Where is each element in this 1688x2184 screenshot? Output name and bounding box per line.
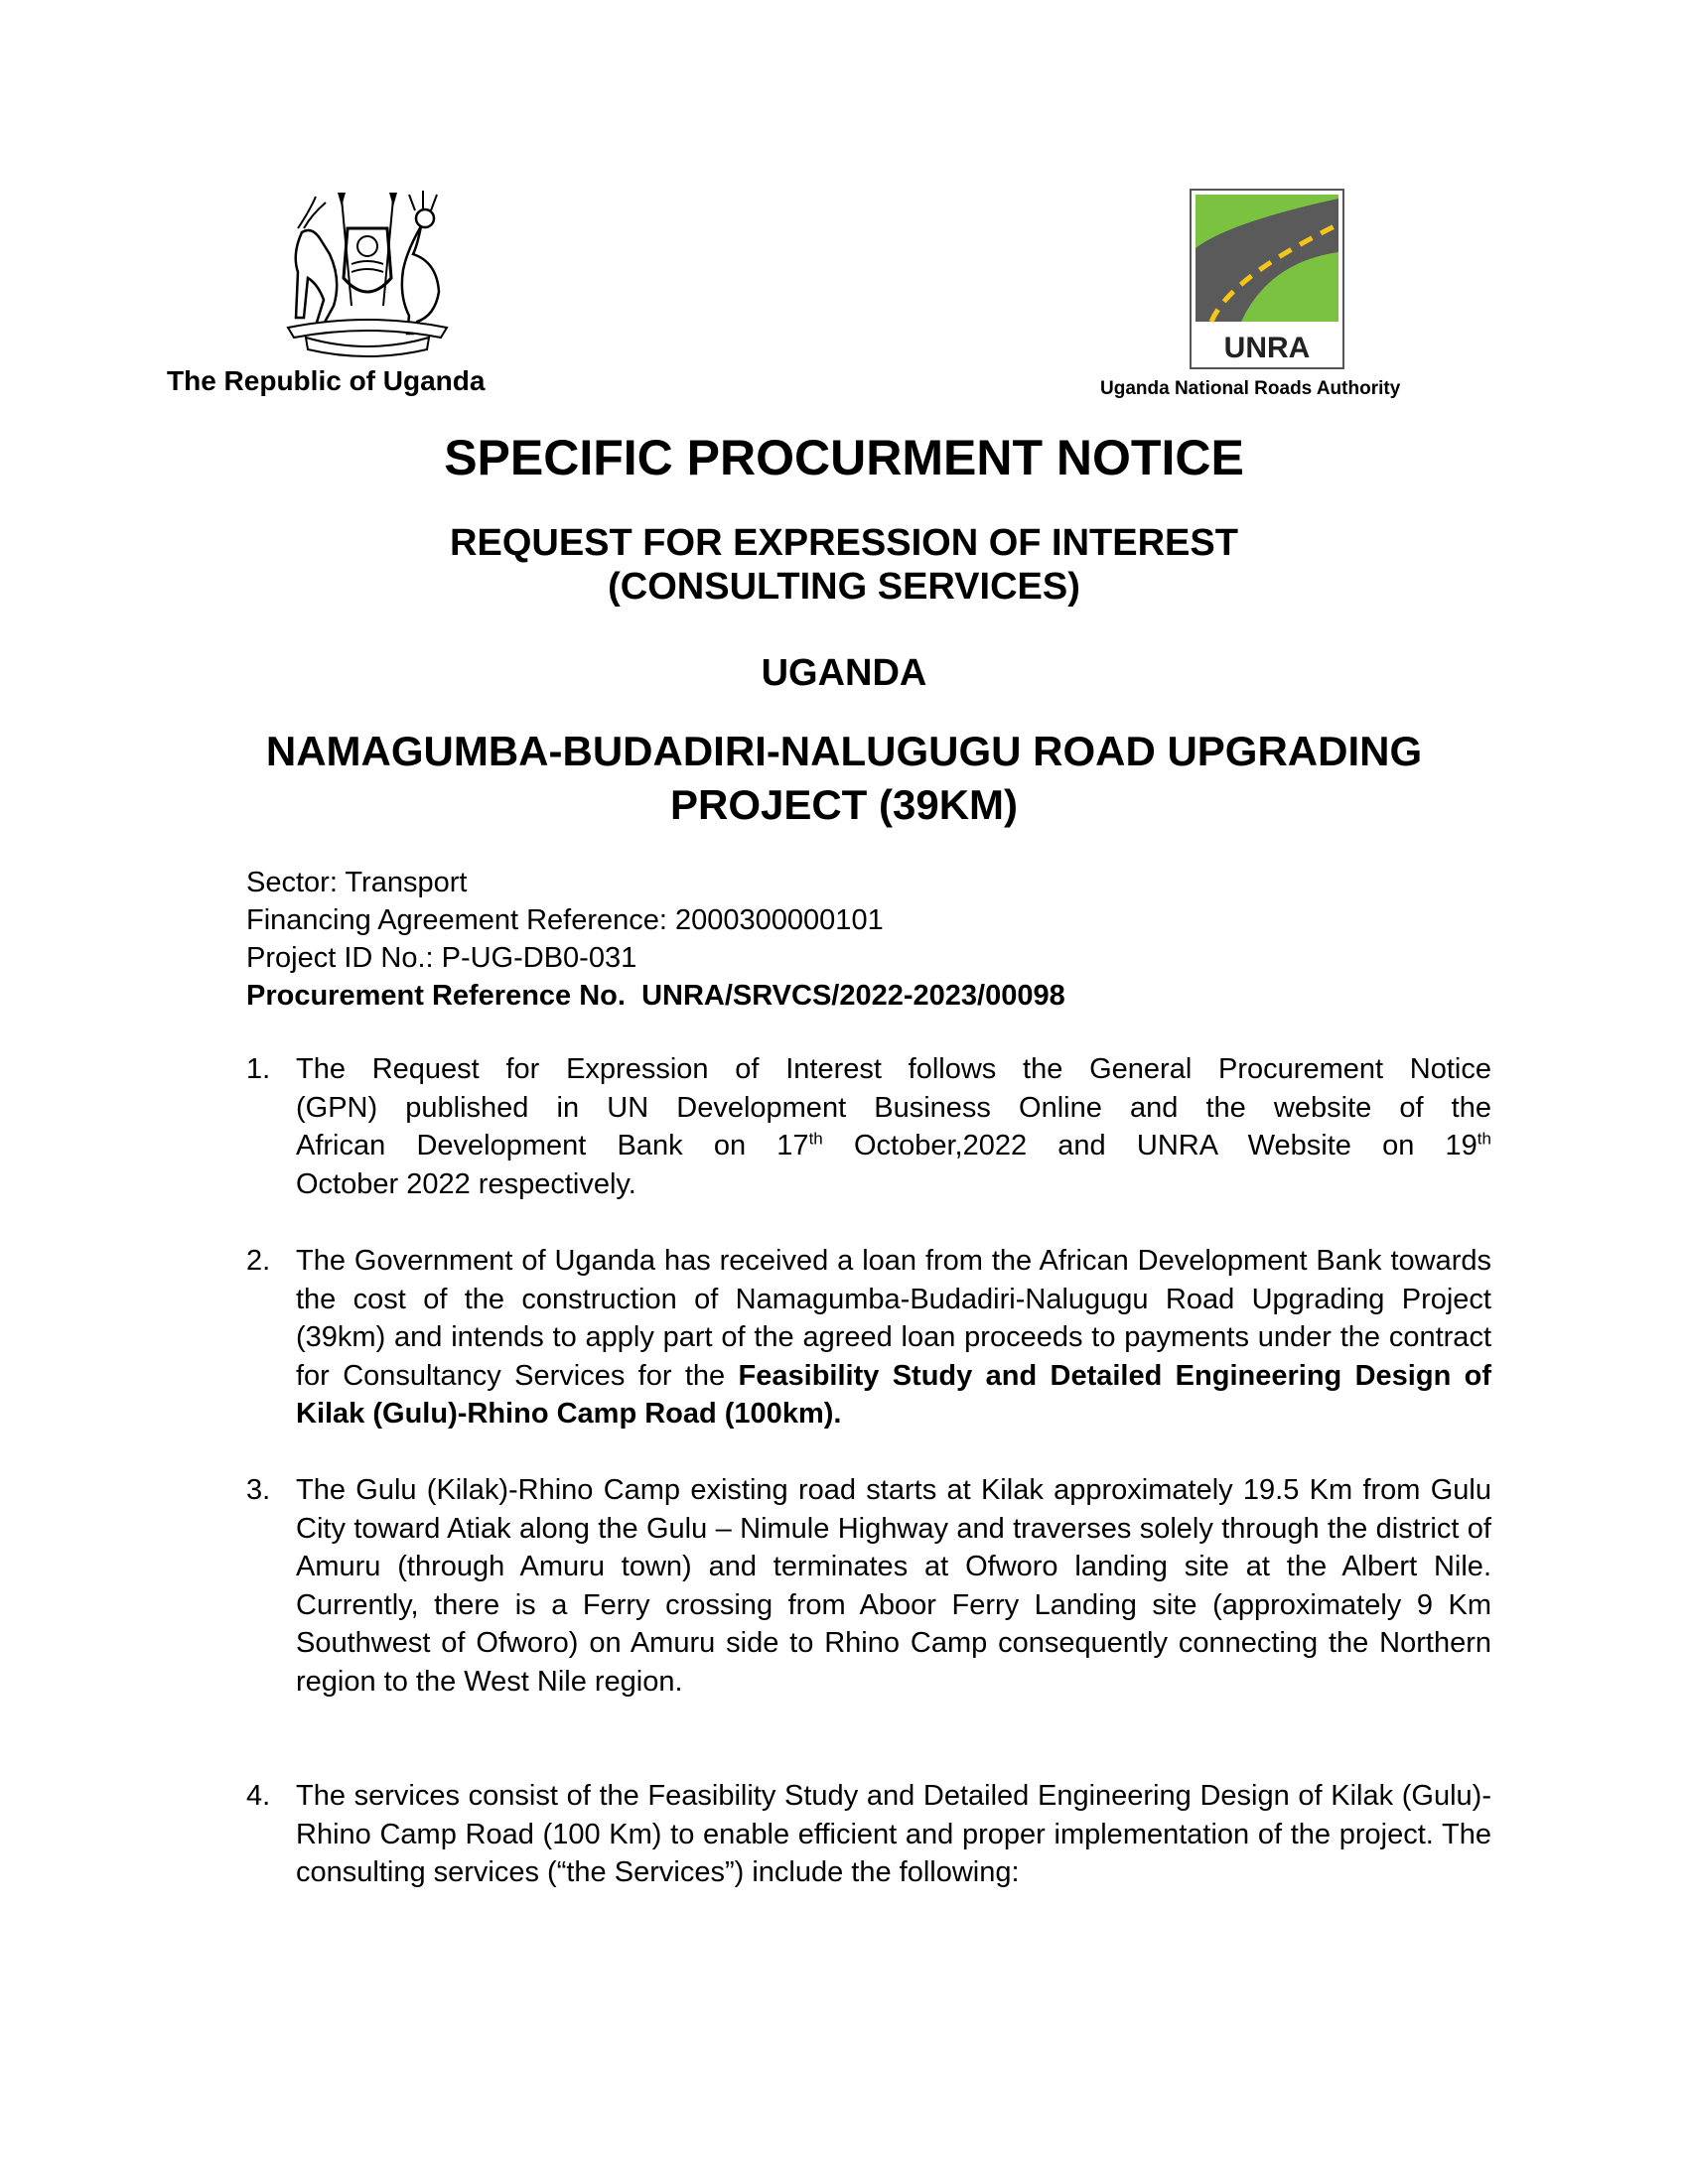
notice-title: SPECIFIC PROCURMENT NOTICE [444,430,1244,485]
superscript-th-2: th [1477,1129,1491,1149]
item-2-bold-text: Feasibility Study and Detailed Engineering Design of Kilak (Gulu)-Rhino Camp Road (100km). [296,1359,1491,1430]
item-1-line-3b: October,2022 and UNRA Website on 19 [822,1130,1477,1161]
item-text [296,1242,1491,1433]
country-heading: UGANDA [761,652,927,694]
item-number: 3. [246,1474,271,1506]
republic-caption: The Republic of Uganda [167,365,486,396]
item-1-line-3 [296,1127,1491,1165]
unra-logo [1190,189,1344,369]
notice-subtitle-line2: (CONSULTING SERVICES) [608,566,1080,608]
item-number: 1. [246,1053,271,1085]
item-2-text: The Government of Uganda has received a loan from the African Development Bank towards the cost of the construction of Namagumba-Budadiri-Nalugugu Road Upgrading Project (39km) and intends to apply part of the agreed loan proceeds to payments under the contract for Consultancy Services for the [296,1245,1491,1392]
item-number: 2. [246,1245,271,1277]
item-1-line-4: October 2022 respectively. [296,1167,636,1200]
item-text: The Gulu (Kilak)-Rhino Camp existing road starts at Kilak approximately 19.5 Km from Gulu City toward Atiak along the Gulu – Nimule Highway and traverses solely through the district of Amuru (through Amuru town) and terminates at Ofworo landing site at the Albert Nile. Currently, there is a Ferry crossing from Aboor Ferry Landing site (approximately 9 Km Southwest of Ofworo) on Amuru side to Rhino Camp consequently connecting the Northern region to the West Nile region. [296,1474,1491,1698]
financing-reference-line: Financing Agreement Reference: 2000300000101 [246,904,884,936]
item-text: The services consist of the Feasibility Study and Detailed Engineering Design of Kilak (Gulu)-Rhino Camp Road (100 Km) to enable efficient and proper implementation of the project. The consulting services (“the Services”) include the following: [296,1780,1491,1888]
procurement-reference-line: Procurement Reference No. UNRA/SRVCS/2022-2023/00098 [246,980,1065,1012]
item-1-line-2: (GPN) published in UN Development Business Online and the website of the [296,1091,1491,1124]
item-1-line-3a: African Development Bank on 17 [296,1130,809,1161]
sector-line: Sector: Transport [246,867,468,898]
project-meta [246,864,1065,1015]
unra-caption: Uganda National Roads Authority [1100,378,1401,399]
project-title-line2: PROJECT (39KM) [669,781,1019,828]
item-number: 4. [246,1780,271,1812]
project-id-line: Project ID No.: P-UG-DB0-031 [246,942,637,974]
coat-of-arms-emblem [268,189,467,367]
unra-logo-text: UNRA [1223,332,1311,364]
item-text [296,1050,1491,1203]
superscript-th-1: th [808,1129,823,1149]
notice-subtitle-line1: REQUEST FOR EXPRESSION OF INTEREST [450,522,1238,564]
item-1-line-1: The Request for Expression of Interest follows the General Procurement Notice [296,1053,1491,1085]
project-title-line1: NAMAGUMBA-BUDADIRI-NALUGUGU ROAD UPGRADING [265,728,1423,774]
